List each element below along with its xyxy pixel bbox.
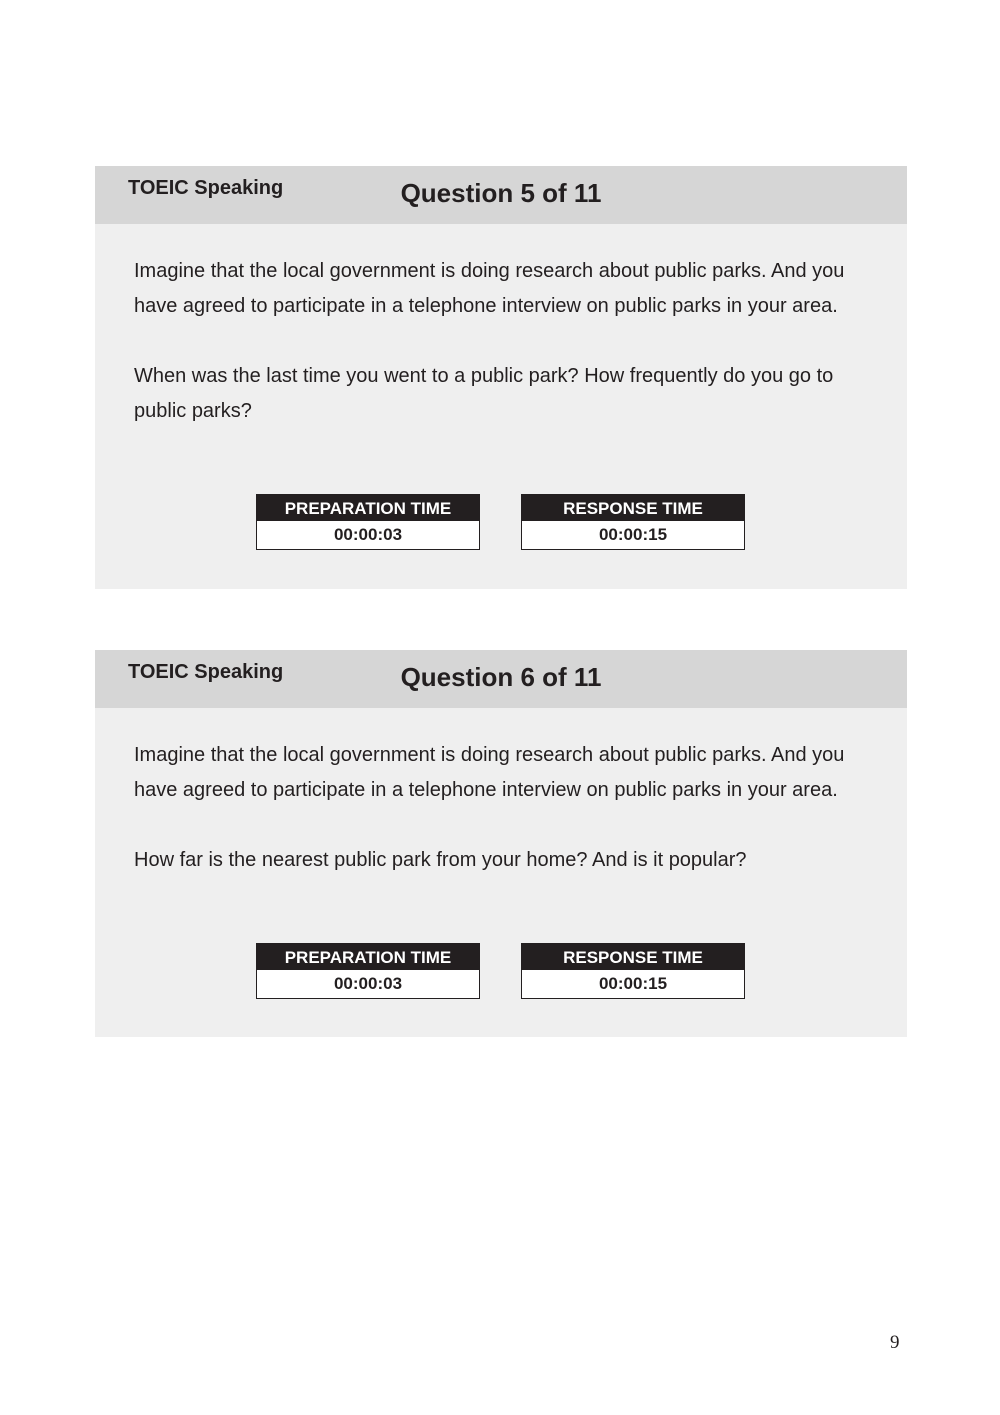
preparation-time-label: PREPARATION TIME	[257, 495, 479, 521]
preparation-time-value: 00:00:03	[333, 974, 403, 993]
page-number: 9	[890, 1332, 900, 1353]
preparation-time-label: PREPARATION TIME	[257, 944, 479, 970]
question-prompt: When was the last time you went to a public park? How frequently do you go to public parks?	[134, 365, 834, 422]
question-card-6	[95, 650, 907, 1037]
question-card-5	[95, 166, 907, 589]
response-time-value: 00:00:15	[598, 974, 668, 993]
card-header	[95, 166, 907, 224]
preparation-timer	[256, 943, 480, 999]
question-text	[134, 738, 871, 878]
question-context: Imagine that the local government is doing research about public parks. And you have agreed to participate in a telephone interview on public parks in your area.	[134, 260, 845, 317]
question-title: Question 6 of 11	[400, 662, 602, 692]
response-time-label: RESPONSE TIME	[522, 944, 744, 970]
response-timer	[521, 943, 745, 999]
card-header	[95, 650, 907, 708]
question-context: Imagine that the local government is doing research about public parks. And you have agreed to participate in a telephone interview on public parks in your area.	[134, 744, 845, 801]
question-prompt: How far is the nearest public park from your home? And is it popular?	[134, 849, 747, 871]
response-timer	[521, 494, 745, 550]
preparation-time-value: 00:00:03	[333, 525, 403, 544]
brand-label: TOEIC Speaking	[128, 661, 284, 683]
brand-label: TOEIC Speaking	[128, 177, 284, 199]
question-title: Question 5 of 11	[400, 178, 602, 208]
preparation-timer	[256, 494, 480, 550]
response-time-label: RESPONSE TIME	[522, 495, 744, 521]
response-time-value: 00:00:15	[598, 525, 668, 544]
question-text	[134, 254, 871, 429]
